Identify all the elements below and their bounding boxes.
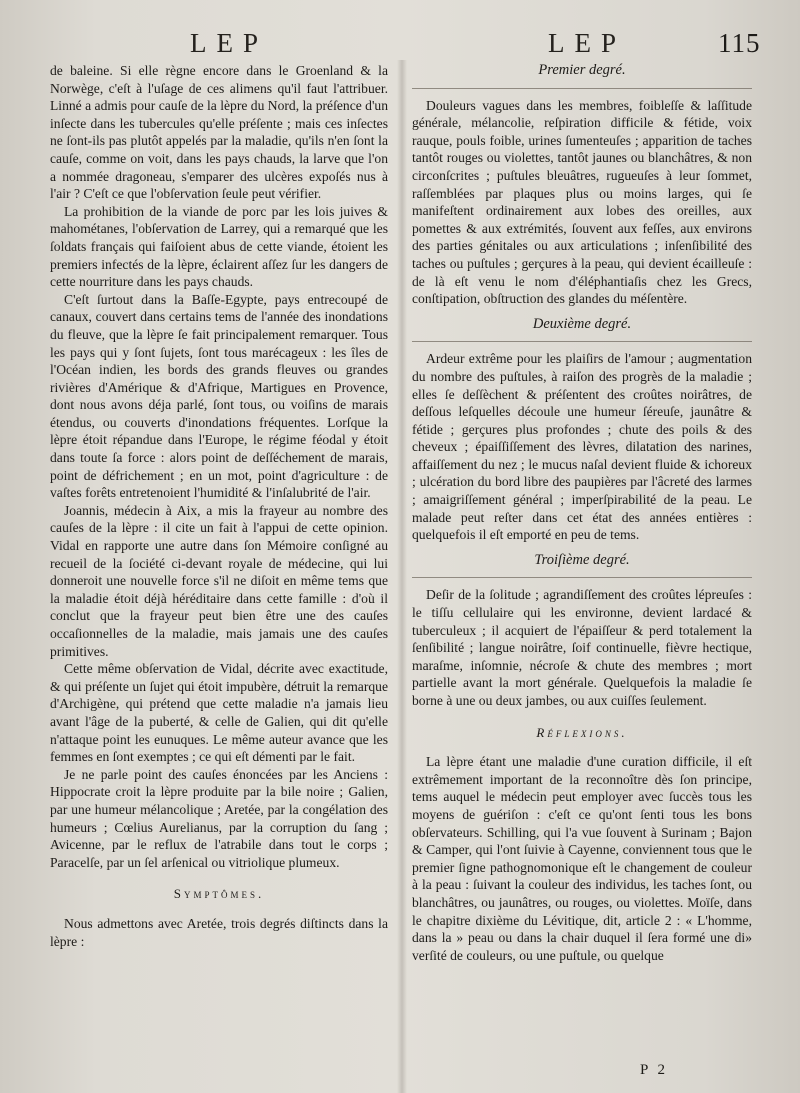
running-head-right: LEP xyxy=(548,28,627,58)
paragraph: Je ne parle point des cauſes énoncées par les Anciens : Hippocrate croit la lèpre produite par la bile noire ; Galien, par une humeur mélancolique ; Aretée, par la congélation des humeurs ; Cœlius Aurelianus, par la corruption du ſang ; Avicenne, par le reflux de l'atrabile dans tout le corps ; Paracelſe, par un ſel arſenical ou vitriolique plumeux. xyxy=(50,766,388,870)
running-head-left: LEP xyxy=(190,28,269,58)
paragraph: Deſir de la ſolitude ; agrandiſſement des croûtes lépreuſes : le tiſſu cellulaire qui les environne, devient lardacé & tuberculeux ; il acquiert de l'épaiſſeur & perd totalement la ſenſibilité ; langue noirâtre, ſoif continuelle, fièvre hectique, maraſme, inſomnie, nécroſe & chute des membres ; mort partielle avant la mort générale. Quelquefois la maladie ſe borne à une ou deux jambes, ou aux cuiſſes ſeulement. xyxy=(412,587,752,708)
section-rule xyxy=(412,341,752,342)
section-heading-symptomes: Symptômes. xyxy=(173,886,265,902)
section-rule xyxy=(412,88,752,89)
right-column xyxy=(412,62,752,964)
page-gutter-shadow xyxy=(397,60,407,1093)
paragraph: C'eſt ſurtout dans la Baſſe-Egypte, pays entrecoupé de canaux, couvert dans certains tems de l'année des inondations du fleuve, que la lèpre ſe fait principalement remarquer. Tous les pays qui y ſont ſujets, ſont tous marécageux : les îles de l'Océan indien, les bords des grands fleuves ou grandes rivières d'Amérique & d'Afrique, Martigues en Provence, dont nous avons déja parlé, ſont tous, ou voiſins de marais étendus, ou couverts d'inondations fréquentes. Lorſque la lèpre étoit répandue dans l'Europe, le régime féodal y étoit dans toute ſa force : alors point de deſſéchement de marais, point de défrichement ; en un mot, point d'agriculture : de vaſtes forêts entretenoient l'humidité & l'inſalubrité de l'air. xyxy=(50,291,388,501)
paragraph: Ardeur extrême pour les plaiſirs de l'amour ; augmentation du nombre des puſtules, à raiſon des progrès de la maladie ; elles ſe deſſèchent & préſentent des croûtes noirâtres, de deſſous leſquelles découle une humeur ſéreuſe, jaunâtre & fétide ; gerçures plus profondes ; chute des poils & des cheveux ; épaiſſiſſement des lèvres, dilatation des narines, affaiſſement du nez ; le mucus naſal devient fluide & ichoreux ; ulcération du bord libre des paupières par l'âcreté des larmes ; amaigriſſement général ; imperſpirabilité de la peau. Le malade peut reſter dans cet état des années entières : quelquefois il eſt emporté en peu de tems. xyxy=(412,351,752,543)
paragraph: Nous admettons avec Aretée, trois degrés diſtincts dans la lèpre : xyxy=(50,915,388,949)
page-number: 115 xyxy=(718,28,761,58)
section-heading-deuxieme-degre: Deuxième degré. xyxy=(532,315,632,332)
paragraph: Cette même obſervation de Vidal, décrite avec exactitude, & qui préſente un ſujet qui étoit impubère, détruit la remarque d'Archigène, qui prétend que cette maladie n'a jamais lieu avant l'âge de la puberté, & celle de Galien, qui dit qu'elle n'attaque point les eunuques. Le même auteur avance que les femmes en ſont exemptes ; ce qui eſt démenti par le fait. xyxy=(50,661,388,765)
paragraph: La prohibition de la viande de porc par les lois juives & mahométanes, l'obſervation de Larrey, qui a remarqué que les ſoldats français qui faiſoient abus de cette viande, étoient les premiers infectés de la lèpre, éclairent aſſez ſur les dangers de cette nourriture dans les pays chauds. xyxy=(50,203,388,290)
paragraph: de baleine. Si elle règne encore dans le Groenland & la Norwège, c'eſt à l'uſage de ces alimens qu'il faut l'attribuer. Linné a admis pour cauſe de la lèpre du Nord, la préſence d'un inſecte dans les tubercules qu'elle préſente ; mais ces inſectes ne ſont-ils pas plutôt appelés par la maladie, qu'ils n'en ſont la cauſe, comme on voit, dans les pays chauds, la larve que l'on a nommée dragoneau, s'emparer des ulcères expoſés nus à l'air ? C'eſt ce que l'obſervation ſeule peut vérifier. xyxy=(50,63,389,202)
paragraph: Joannis, médecin à Aix, a mis la frayeur au nombre des cauſes de la lèpre : il cite un fait à l'appui de cette opinion. Vidal en rapporte une autre dans ſon Mémoire conſigné au recueil de la ſociété ci-devant royale de médecine, qui lui donneroit une nouvelle force s'il ne diſoit en même tems que la maladie étoit déjà héréditaire dans cette famille : d'où il conclut que la frayeur peut bien être une des cauſes occaſionnelles de la maladie, mais jamais une des cauſes primitives. xyxy=(50,502,388,659)
left-column xyxy=(50,62,388,950)
section-heading-reflexions: Réflexions. xyxy=(536,724,628,740)
section-heading-premier-degre: Premier degré. xyxy=(538,62,626,78)
section-heading-troisieme-degre: Troiſième degré. xyxy=(534,551,630,568)
paragraph: La lèpre étant une maladie d'une curation difficile, il eſt extrêmement important de la reconnoître dès ſon principe, tems auquel le médecin peut employer avec ſuccès tous les moyens de guériſon : c'eſt ce qu'ont ſenti tous les bons obſervateurs. Schilling, qui l'a vue ſouvent à Surinam ; Bajon & Camper, qui l'ont ſuivie à Cayenne, conviennent tous que le premier ſigne pathognomonique eſt le changement de couleur à la peau : ſuivant la couleur des individus, les taches ſont, ou blanchâtres, ou jaunâtres, ou rouges, ou violettes. Moïſe, dans le chapitre dixième du Lévitique, dit, article 2 : « L'homme, dans la » peau ou dans la chair duquel il ſera formé une di» verſité de couleurs, ou une puſtule, ou quelque xyxy=(412,754,752,963)
section-rule xyxy=(412,577,752,578)
paragraph: Douleurs vagues dans les membres, foibleſſe & laſſitude générale, mélancolie, reſpiration difficile & fétide, voix rauque, pouls foible, urines ſumenteuſes ; apparition de taches tantôt rouges ou violettes, tantôt jaunes ou blanchâtres, & non circonſcrites ; puſtules bleuâtres, rugueuſes à leur ſommet, raſſemblées par plaques plus ou moins larges, qui ſe manifeſtent ordinairement aux lobes des oreilles, aux pomettes & aux extrémités, ſouvent aux feſſes, aux environs des parties génitales ou aux articulations ; inſenſibilité des taches ou puſtules ; gerçures à la peau, qui devient écailleuſe : de là eſt venu le nom d'éléphantiaſis chez les Grecs, conſtipation, obſtruction des glandes du méſentère. xyxy=(412,97,752,307)
signature-mark: P 2 xyxy=(640,1062,669,1078)
